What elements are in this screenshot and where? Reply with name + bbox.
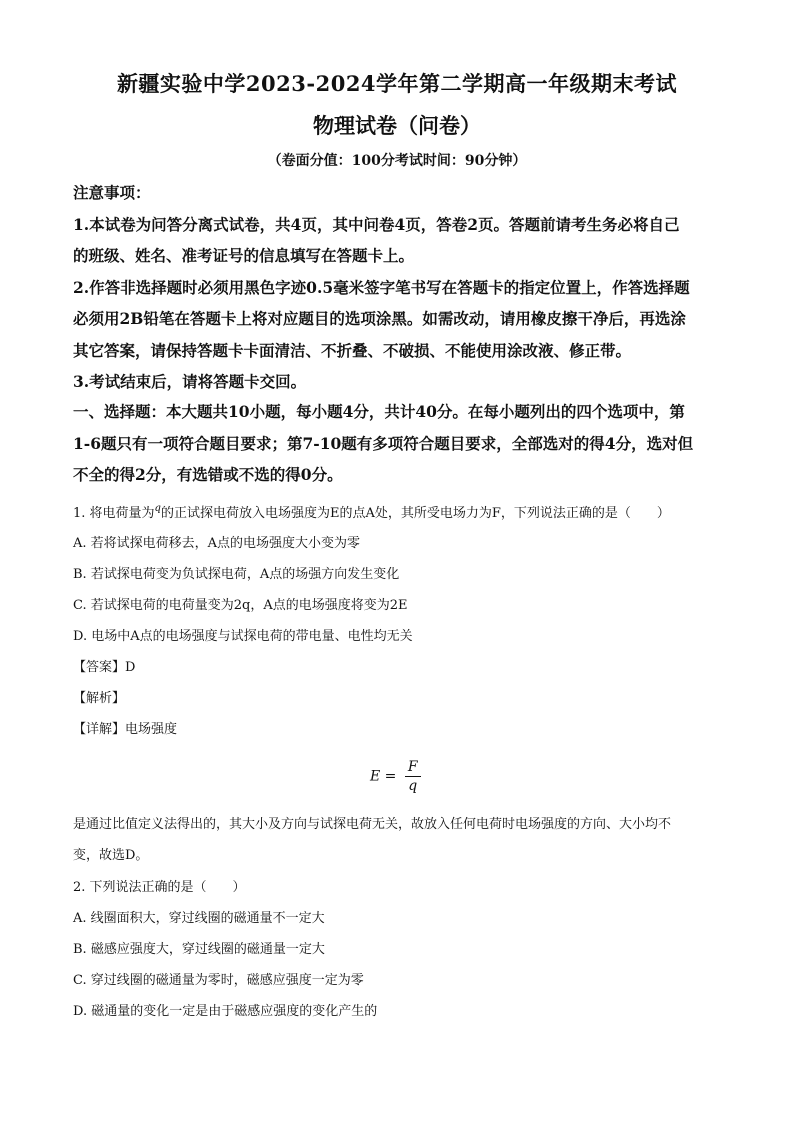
question-1-option-d: D. 电场中A点的电场强度与试探电荷的带电量、电性均无关 (73, 629, 413, 644)
notes-block (73, 177, 723, 398)
question-1-option-a: A. 若将试探电荷移去，A点的电场强度大小变为零 (73, 536, 361, 551)
notes-heading: 注意事项： (73, 183, 151, 202)
section-line: 一、选择题：本大题共10小题，每小题4分，共计40分。在每小题列出的四个选项中，第 (73, 402, 685, 421)
question-1-explain: 变，故选D。 (73, 848, 149, 863)
notes-line: 其它答案，请保持答题卡卡面清洁、不折叠、不破损、不能使用涂改液、修正带。 (73, 340, 632, 360)
question-1-stem: 1. 将电荷量为$^q$的正试探电荷放入电场强度为E的点A处，其所受电场力为F，下列说法正确的是（ ） (73, 503, 670, 521)
question-1-option-c: C. 若试探电荷的电荷量变为2q，A点的电场强度将变为2E (73, 598, 408, 613)
notes-line: 必须用2B铅笔在答题卡上将对应题目的选项涂黑。如需改动，请用橡皮擦干净后，再选涂 (73, 309, 686, 328)
charge-symbol: q (154, 503, 161, 514)
section-line: 1-6题只有一项符合题目要求；第7-10题有多项符合题目要求，全部选对的得4分，选对但 (73, 433, 694, 453)
formula-lhs: E = (370, 768, 397, 785)
question-1-option-b: B. 若试探电荷变为负试探电荷，A点的场强方向发生变化 (73, 567, 400, 582)
notes-line: 2.作答非选择题时必须用黑色字迹0.5毫米签字笔书写在答题卡的指定位置上，作答选择题 (73, 277, 690, 297)
question-2-stem: 2. 下列说法正确的是（ ） (73, 880, 246, 895)
question-2-option-a: A. 线圈面积大，穿过线圈的磁通量不一定大 (73, 911, 325, 926)
question-1-answer: 【答案】D (73, 660, 136, 675)
question-1-explain: 是通过比值定义法得出的，其大小及方向与试探电荷无关，故放入任何电荷时电场强度的方向、大小均不 (73, 817, 672, 832)
notes-line: 3.考试结束后，请将答题卡交回。 (73, 372, 307, 391)
section-line: 不全的得2分，有选错或不选的得0分。 (73, 465, 343, 484)
question-2-option-b: B. 磁感应强度大，穿过线圈的磁通量一定大 (73, 942, 325, 957)
exam-title: 新疆实验中学2023-2024学年第二学期高一年级期末考试 (116, 71, 678, 96)
notes-line: 1.本试卷为问答分离式试卷，共4页，其中问卷4页，答卷2页。答题前请考生务必将自己 (73, 214, 680, 234)
question-1-detail: 【详解】电场强度 (73, 722, 178, 737)
notes-line: 的班级、姓名、准考证号的信息填写在答题卡上。 (73, 246, 415, 265)
section-instructions (73, 396, 723, 491)
question-1-analysis-label: 【解析】 (73, 691, 126, 706)
exam-info: （卷面分值：100分考试时间：90分钟） (267, 153, 527, 169)
electric-field-formula (370, 758, 421, 795)
formula-numerator: F (405, 758, 421, 777)
exam-subtitle: 物理试卷（问卷） (313, 113, 481, 138)
question-2-option-c: C. 穿过线圈的磁通量为零时，磁感应强度一定为零 (73, 973, 364, 988)
formula-fraction (405, 758, 421, 795)
question-2-option-d: D. 磁通量的变化一定是由于磁感应强度的变化产生的 (73, 1004, 378, 1019)
formula-denominator: q (408, 778, 418, 794)
